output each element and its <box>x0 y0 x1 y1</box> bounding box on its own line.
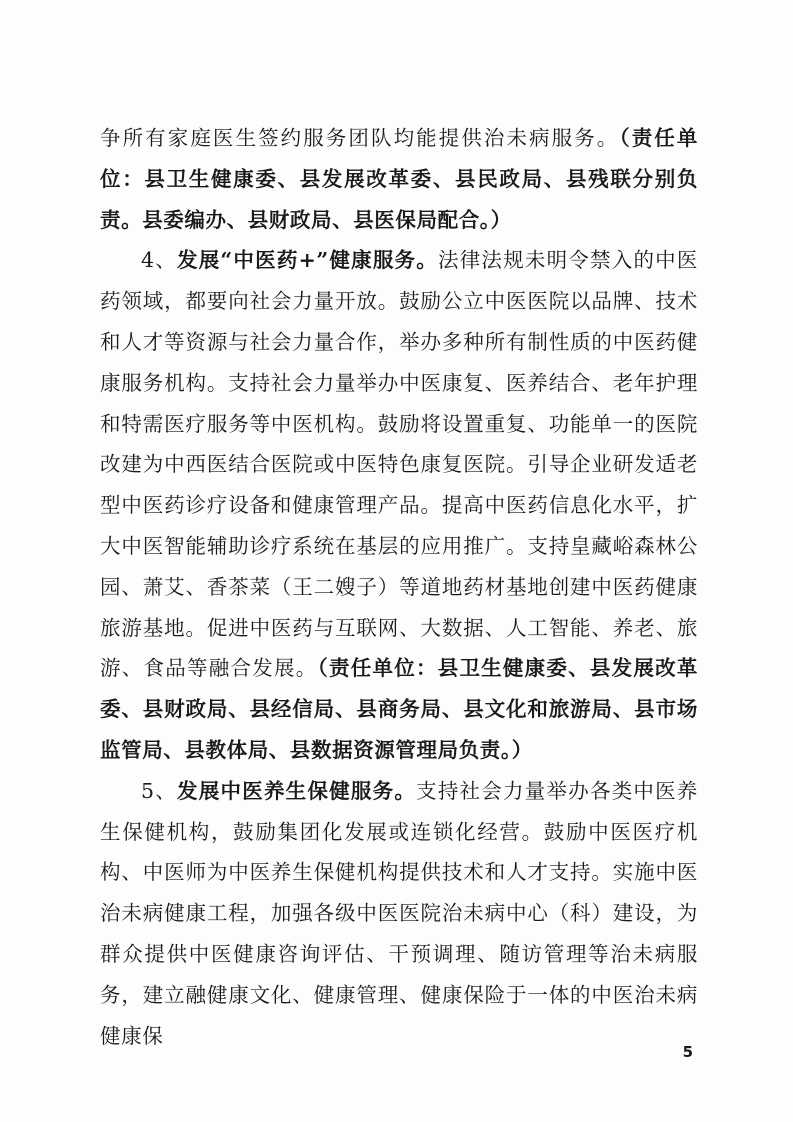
paragraph-item-5 <box>100 771 698 1057</box>
item-body: 法律法规未明令禁入的中医药领域，都要向社会力量开放。鼓励公立中医医院以品牌、技术和人才等资源与社会力量合作，举办多种所有制性质的中医药健康服务机构。支持社会力量举办中医康复、医养结合、老年护理和特需医疗服务等中医机构。鼓励将设置重复、功能单一的医院改建为中西医结合医院或中医特色康复医院。引导企业研发适老型中医药诊疗设备和健康管理产品。提高中医药信息化水平，扩大中医智能辅助诊疗系统在基层的应用推广。支持皇藏峪森林公园、萧艾、香茶菜（王二嫂子）等道地药材基地创建中医药健康旅游基地。促进中医药与互联网、大数据、人工智能、养老、旅游、食品等融合发展。 <box>100 248 698 681</box>
body-text <box>100 118 698 1056</box>
item-heading: 发展“中医药+”健康服务。 <box>176 248 438 273</box>
paragraph-continuation <box>100 118 698 240</box>
item-heading: 发展中医养生保健服务。 <box>177 778 417 803</box>
responsibility-note: （责任单位：县卫生健康委、县发展改革委、县财政局、县经信局、县商务局、县文化和旅游局、县市场监管局、县教体局、县数据资源管理局负责。） <box>100 656 698 762</box>
item-body: 支持社会力量举办各类中医养生保健机构，鼓励集团化发展或连锁化经营。鼓励中医医疗机构、中医师为中医养生保健机构提供技术和人才支持。实施中医治未病健康工程，加强各级中医医院治未病中心（科）建设，为群众提供中医健康咨询评估、干预调理、随访管理等治未病服务，建立融健康文化、健康管理、健康保险于一体的中医治未病健康保 <box>100 778 698 1048</box>
text-run: 争所有家庭医生签约服务团队均能提供治未病服务。 <box>100 126 620 150</box>
page-number: 5 <box>682 1043 693 1061</box>
item-number: 5、 <box>141 778 178 803</box>
item-number: 4、 <box>141 248 177 273</box>
paragraph-item-4 <box>100 240 698 770</box>
responsibility-note: （责任单位：县卫生健康委、县发展改革委、县民政局、县残联分别负责。县委编办、县财政局、县医保局配合。） <box>100 126 698 232</box>
